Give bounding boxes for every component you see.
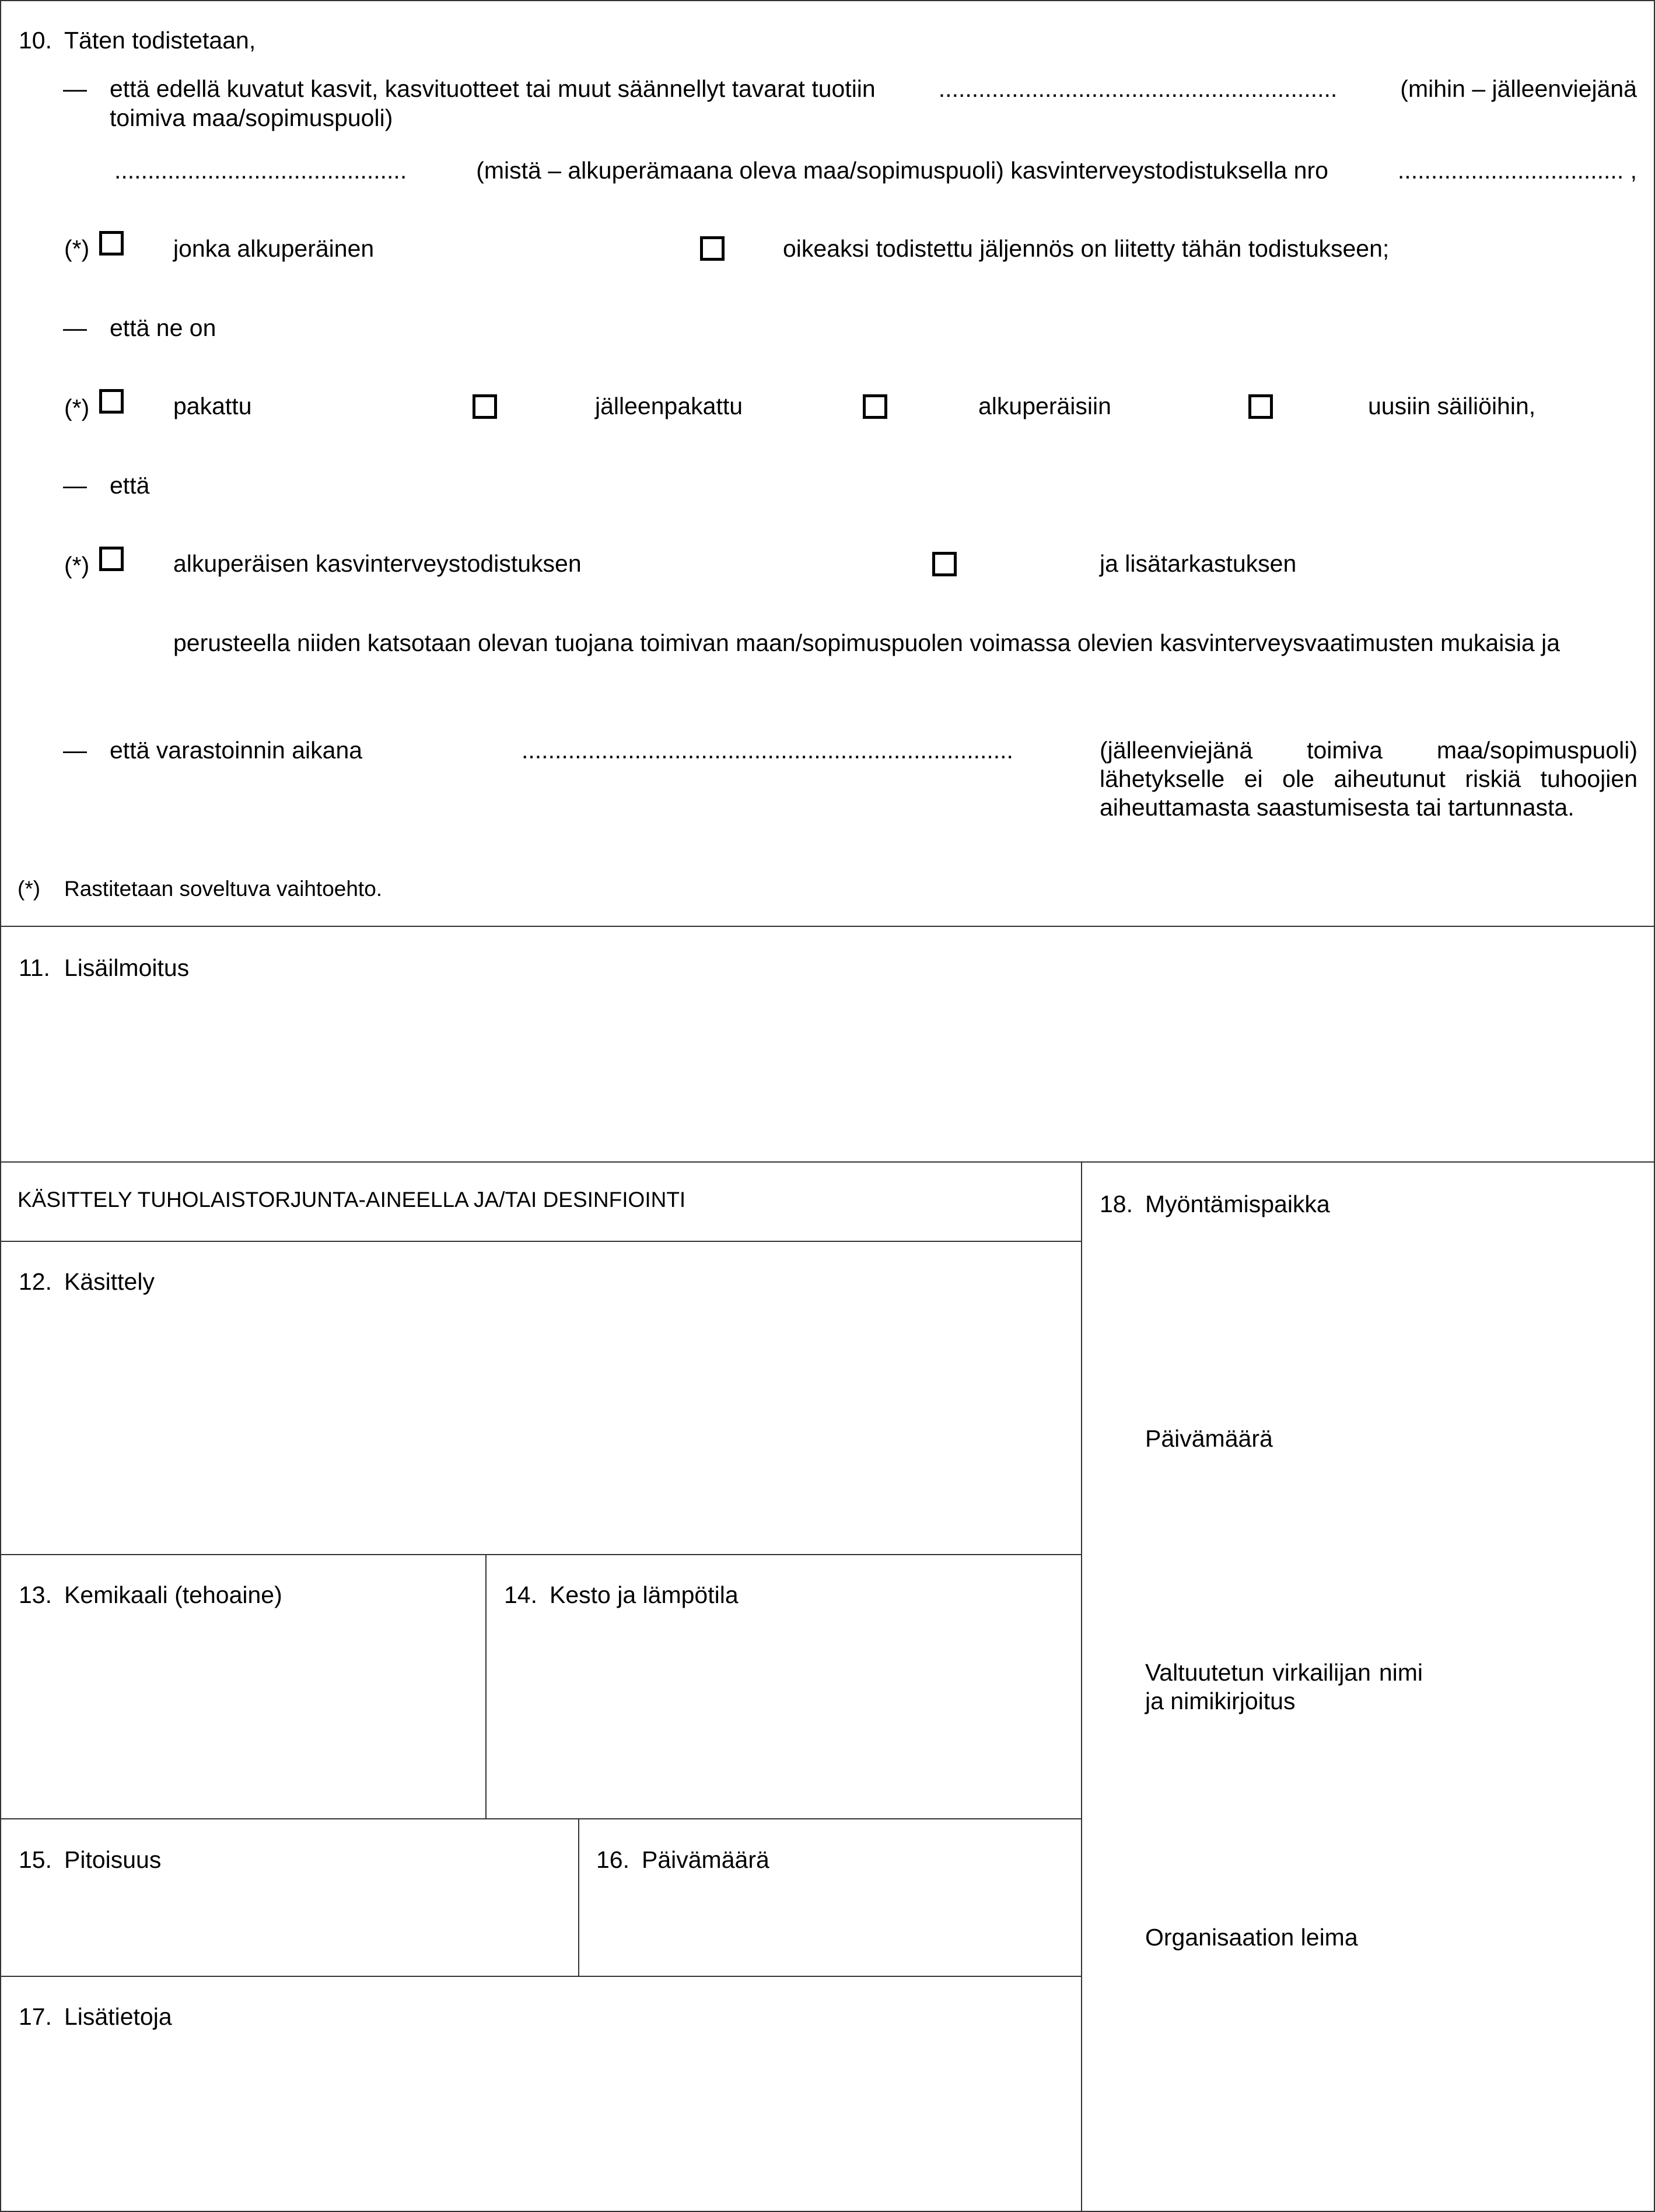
- section-18-label: Myöntämispaikka: [1145, 1191, 1330, 1217]
- dash-2: —: [63, 314, 87, 341]
- divider-13-14: [485, 1554, 487, 1819]
- dash-3: —: [63, 472, 87, 499]
- option-certified-copy-label: oikeaksi todistettu jäljennös on liitetty tähän todistukseen;: [783, 235, 1390, 262]
- checkbox-certified-copy[interactable]: [700, 236, 725, 261]
- authorised-official-label: Valtuutetun virkailijan nimi ja nimikirjoitus: [1145, 1659, 1423, 1715]
- dash-1: —: [63, 75, 87, 102]
- bullet-1-destination-label: (mihin – jälleenviejänä: [1400, 75, 1637, 102]
- divider-left-right: [1081, 1161, 1082, 2212]
- divider-10-11: [0, 926, 1655, 927]
- divider-15-16: [578, 1818, 579, 1976]
- bullet-1-line-3: [114, 156, 1637, 185]
- bullet-1-text: että edellä kuvatut kasvit, kasvituotteet tai muut säännellyt tavarat tuotiin: [110, 75, 876, 102]
- checkbox-new-containers[interactable]: [1248, 394, 1273, 419]
- checkbox-packed[interactable]: [99, 389, 124, 414]
- checkbox-original[interactable]: [99, 231, 124, 256]
- bullet-1-line-2: toimiva maa/sopimuspuoli): [110, 104, 393, 131]
- option-packed-label: pakattu: [173, 393, 252, 419]
- option-original-containers-label: alkuperäisiin: [978, 393, 1111, 419]
- checkbox-repacked[interactable]: [473, 394, 497, 419]
- bullet-2-text: että ne on: [110, 314, 216, 341]
- checkbox-additional-inspection[interactable]: [932, 552, 957, 576]
- storage-country-dots: ..........................................................................: [522, 737, 1013, 764]
- origin-certificate-label: (mistä – alkuperämaana oleva maa/sopimuspuoli) kasvinterveystodistuksella nro: [476, 157, 1328, 184]
- section-14-number: 14.: [504, 1581, 537, 1608]
- bullet-4-right-text: (jälleenviejänä toimiva maa/sopimuspuoli) lähetykselle ei ole aiheutunut riskiä tuhoojien aiheuttamasta saastumisesta tai tartunnasta.: [1100, 737, 1637, 821]
- bullet-4-text: että varastoinnin aikana: [110, 737, 363, 764]
- section-13-label: Kemikaali (tehoaine): [64, 1581, 282, 1608]
- section-16-number: 16.: [596, 1846, 629, 1873]
- option-original-label: jonka alkuperäinen: [173, 235, 375, 262]
- section-15-number: 15.: [19, 1846, 52, 1873]
- dash-4: —: [63, 737, 87, 764]
- star-marker-1: (*): [64, 235, 90, 262]
- star-marker-2: (*): [64, 394, 90, 421]
- section-12-label: Käsittely: [64, 1268, 155, 1295]
- option-original-certificate-label: alkuperäisen kasvinterveystodistuksen: [173, 550, 582, 577]
- section-10-number: 10.: [19, 27, 52, 54]
- organisation-stamp-label: Organisaation leima: [1145, 1924, 1358, 1951]
- section-15-label: Pitoisuus: [64, 1846, 162, 1873]
- issue-date-label: Päivämäärä: [1145, 1425, 1273, 1452]
- checkbox-original-containers[interactable]: [863, 394, 887, 419]
- footnote-text: Rastitetaan soveltuva vaihtoehto.: [64, 877, 383, 901]
- section-10-title: Täten todistetaan,: [64, 27, 256, 54]
- option-new-containers-label: uusiin säiliöihin,: [1368, 393, 1536, 419]
- section-16-label: Päivämäärä: [642, 1846, 769, 1873]
- section-11-number: 11.: [19, 954, 50, 981]
- section-18-number: 18.: [1100, 1191, 1133, 1217]
- bullet-1-destination-dots: ............................................................: [938, 75, 1338, 102]
- section-17-number: 17.: [19, 2003, 52, 2030]
- divider-15-17: [0, 1976, 1082, 1977]
- divider-header-12: [0, 1241, 1082, 1242]
- certificate-number-dots: .................................. ,: [1397, 157, 1637, 184]
- section-17-label: Lisätietoja: [64, 2003, 172, 2030]
- conclusion-paragraph: perusteella niiden katsotaan olevan tuojana toimivan maan/sopimuspuolen voimassa olevien kasvinterveysvaatimusten mukaisia ja: [173, 629, 1560, 656]
- divider-11-lower: [0, 1161, 1655, 1163]
- checkbox-original-certificate[interactable]: [99, 547, 124, 571]
- divider-12-13: [0, 1554, 1082, 1555]
- section-13-number: 13.: [19, 1581, 52, 1608]
- option-repacked-label: jälleenpakattu: [595, 393, 743, 419]
- origin-dots: ............................................: [114, 157, 407, 184]
- option-additional-inspection-label: ja lisätarkastuksen: [1100, 550, 1297, 577]
- treatment-header: KÄSITTELY TUHOLAISTORJUNTA-AINEELLA JA/TAI DESINFIOINTI: [18, 1188, 686, 1212]
- section-14-label: Kesto ja lämpötila: [550, 1581, 739, 1608]
- section-11-label: Lisäilmoitus: [64, 954, 190, 981]
- divider-13-15: [0, 1818, 1082, 1819]
- bullet-1-line-1: [110, 75, 1637, 103]
- bullet-3-text: että: [110, 472, 150, 499]
- footnote-marker: (*): [18, 877, 41, 901]
- star-marker-3: (*): [64, 552, 90, 579]
- section-12-number: 12.: [19, 1268, 52, 1295]
